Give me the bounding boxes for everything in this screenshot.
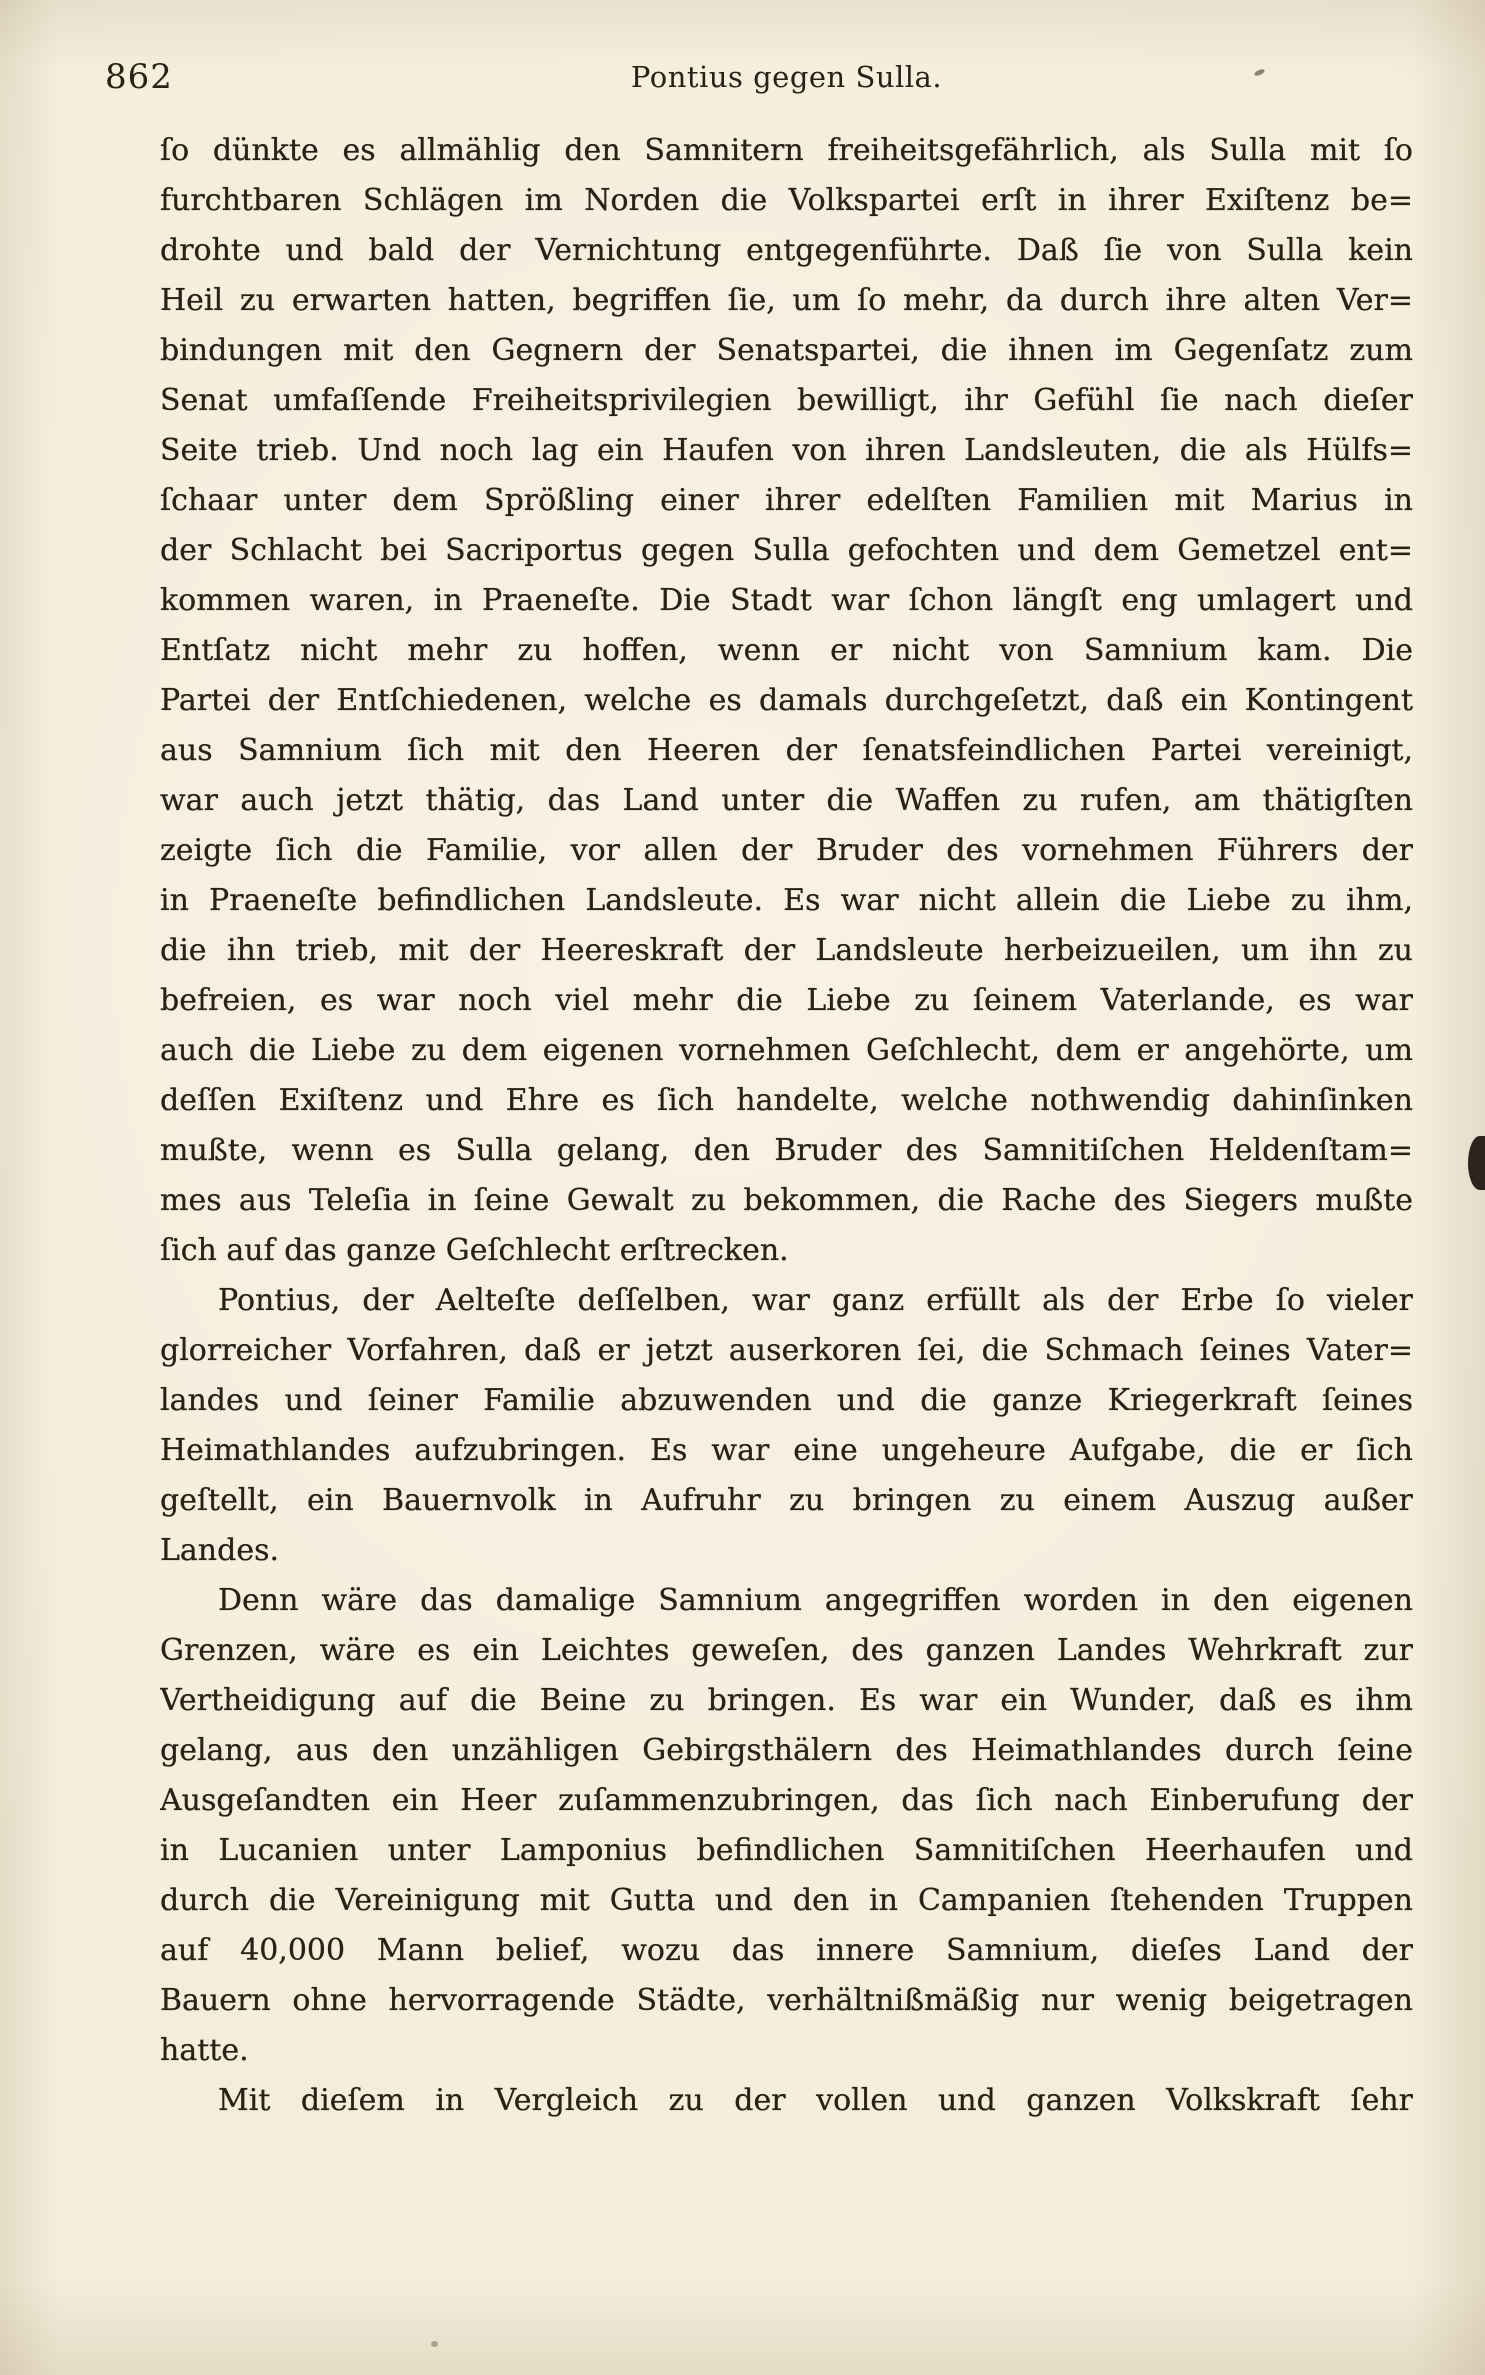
text-line: Pontius, der Aelteſte deſſelben, war ganz erfüllt als der Erbe ſo vieler [218,1283,1413,1318]
text-line: Vertheidigung auf die Beine zu bringen. Es war ein Wunder, daß es ihm [160,1683,1413,1718]
text-line: Mit dieſem in Vergleich zu der vollen und ganzen Volkskraft ſehr [218,2083,1413,2118]
text-line: Senat umfaſſende Freiheitsprivilegien bewilligt, ihr Gefühl ſie nach dieſer [160,383,1413,418]
text-line: der Schlacht bei Sacriportus gegen Sulla gefochten und dem Gemetzel ent= [160,533,1413,568]
text-line: war auch jetzt thätig, das Land unter die Waffen zu rufen, am thätigſten [160,783,1413,818]
text-line: ſchaar unter dem Sprößling einer ihrer edelſten Familien mit Marius in [160,483,1413,518]
paragraph [160,2076,1413,2126]
text-line: kommen waren, in Praeneſte. Die Stadt war ſchon längſt eng umlagert und [160,583,1413,618]
text-line: glorreicher Vorfahren, daß er jetzt auserkoren ſei, die Schmach ſeines Vater= [160,1333,1413,1368]
text-line: furchtbaren Schlägen im Norden die Volkspartei erſt in ihrer Exiſtenz be= [160,183,1413,218]
text-line: hatte. [160,2033,249,2068]
text-line: gelang, aus den unzähligen Gebirgsthälern des Heimathlandes durch ſeine [160,1733,1413,1768]
paragraph [160,1276,1413,1576]
text-line: Denn wäre das damalige Samnium angegriffen worden in den eigenen [218,1583,1413,1618]
paragraph [160,126,1413,1276]
body-text [160,126,1413,2126]
page-number: 862 [105,57,173,97]
text-line: die ihn trieb, mit der Heereskraft der Landsleute herbeizueilen, um ihn zu [160,933,1413,968]
running-header: Pontius gegen Sulla. [630,60,943,94]
text-line: auf 40,000 Mann belief, wozu das innere Samnium, dieſes Land der [160,1933,1413,1968]
text-line: Bauern ohne hervorragende Städte, verhältnißmäßig nur wenig beigetragen [160,1983,1413,2018]
page-header [105,54,1413,100]
text-line: Ausgeſandten ein Heer zuſammenzubringen, das ſich nach Einberufung der [160,1783,1413,1818]
text-line: zeigte ſich die Familie, vor allen der Bruder des vornehmen Führers der [160,833,1413,868]
ink-speck-bottom [431,2341,438,2347]
text-line: in Praeneſte befindlichen Landsleute. Es war nicht allein die Liebe zu ihm, [160,883,1413,918]
text-line: in Lucanien unter Lamponius befindlichen Samnitiſchen Heerhaufen und [160,1833,1413,1868]
text-line: auch die Liebe zu dem eigenen vornehmen Geſchlecht, dem er angehörte, um [160,1033,1413,1068]
text-line: Partei der Entſchiedenen, welche es damals durchgeſetzt, daß ein Kontingent [160,683,1413,718]
text-line: mes aus Teleſia in ſeine Gewalt zu bekommen, die Rache des Siegers mußte [160,1183,1413,1218]
text-line: Seite trieb. Und noch lag ein Haufen von ihren Landsleuten, die als Hülfs= [160,433,1413,468]
text-line: drohte und bald der Vernichtung entgegenführte. Daß ſie von Sulla kein [160,233,1413,268]
text-line: Grenzen, wäre es ein Leichtes geweſen, des ganzen Landes Wehrkraft zur [160,1633,1413,1668]
text-line: befreien, es war noch viel mehr die Liebe zu ſeinem Vaterlande, es war [160,983,1413,1018]
text-line: Heil zu erwarten hatten, begriffen ſie, um ſo mehr, da durch ihre alten Ver= [160,283,1413,318]
text-line: landes und ſeiner Familie abzuwenden und die ganze Kriegerkraft ſeines [160,1383,1413,1418]
paragraph [160,1576,1413,2076]
text-line: aus Samnium ſich mit den Heeren der ſenatsfeindlichen Partei vereinigt, [160,733,1413,768]
text-line: mußte, wenn es Sulla gelang, den Bruder des Samnitiſchen Heldenſtam= [160,1133,1413,1168]
text-line: bindungen mit den Gegnern der Senatspartei, die ihnen im Gegenſatz zum [160,333,1413,368]
text-line: Heimathlandes aufzubringen. Es war eine ungeheure Aufgabe, die er ſich [160,1433,1413,1468]
text-line: Entſatz nicht mehr zu hoffen, wenn er nicht von Samnium kam. Die [160,633,1413,668]
text-line: deſſen Exiſtenz und Ehre es ſich handelte, welche nothwendig dahinſinken [160,1083,1413,1118]
text-line: geſtellt, ein Bauernvolk in Aufruhr zu bringen zu einem Auszug außer [160,1483,1413,1518]
text-line: ſo dünkte es allmählig den Samnitern freiheitsgefährlich, als Sulla mit ſo [160,133,1413,168]
text-line: Landes. [160,1533,280,1568]
scan-edge-blot [1468,1136,1485,1190]
text-line: durch die Vereinigung mit Gutta und den in Campanien ſtehenden Truppen [160,1883,1413,1918]
text-line: ſich auf das ganze Geſchlecht erſtrecken. [160,1233,789,1268]
